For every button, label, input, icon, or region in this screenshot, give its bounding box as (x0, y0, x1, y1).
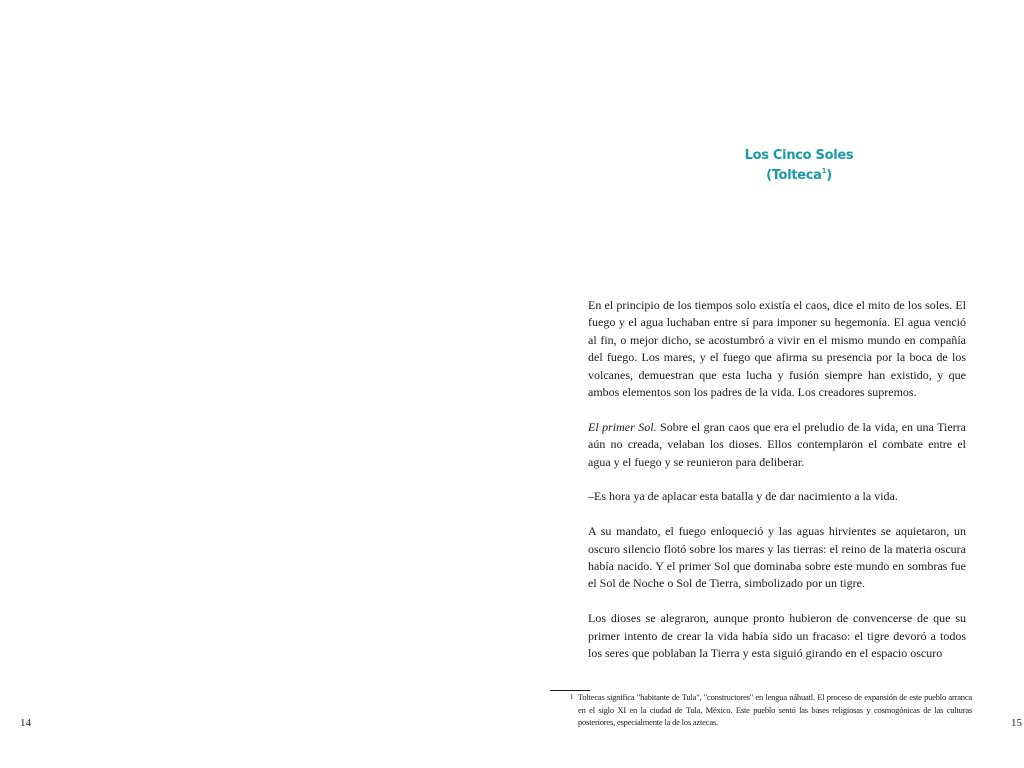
footnote-marker[interactable]: 1 (821, 167, 827, 175)
chapter-title-close: ) (826, 168, 832, 183)
chapter-title-line1: Los Cinco Soles (744, 148, 854, 163)
paragraph: En el principio de los tiempos solo existía el caos, dice el mito de los soles. El fuego y el agua luchaban entre sí para imponer su hegemonía. El agua venció al fin, o mejor dicho, se acostumbró a vivir en el mismo mundo en compañía del fuego. Los mares, y el fuego que afirma su presencia por la boca de los volcanes, demuestran que esta lucha y fusión siempre han existido, y que ambos elementos son los padres de la vida. Los creadores supremos. (588, 298, 966, 400)
page-number-right: 15 (1011, 717, 1022, 729)
footnote-text: Toltecas significa "habitante de Tula", "constructores" en lengua náhuatl. El proceso de expansión de este pueblo arranca en el siglo XI en la ciudad de Tula, México. Este pueblo sentó las bases religiosas y cosmogónicas de las culturas posteriores, especialmente la de los aztecas. (578, 692, 972, 727)
paragraph (588, 419, 966, 471)
footnote-number: 1 (570, 693, 574, 701)
body-text (588, 297, 966, 680)
italic-heading: El primer Sol. (588, 419, 657, 434)
paragraph: A su mandato, el fuego enloqueció y las aguas hirvientes se aquietaron, un oscuro silencio flotó sobre los mares y las tierras: el reino de la materia oscura había nacido. Y el primer Sol que dominaba sobre este mundo en sombras fue el Sol de Noche o Sol de Tierra, simbolizado por un tigre. (588, 524, 966, 591)
chapter-title (699, 146, 899, 186)
chapter-title-line2 (699, 166, 899, 186)
chapter-title-people: (Tolteca (766, 168, 822, 183)
paragraph-text: Sobre el gran caos que era el preludio de la vida, en una Tierra aún no creada, velaban los dioses. Ellos contemplaron el combate entre el agua y el fuego y se reunieron para deliberar. (588, 419, 966, 469)
paragraph: Los dioses se alegraron, aunque pronto hubieron de convencerse de que su primer intento de crear la vida había sido un fracaso: el tigre devoró a todos los seres que poblaban la Tierra y esta siguió girando en el espacio oscuro (588, 611, 966, 661)
footnote (570, 691, 972, 729)
paragraph: –Es hora ya de aplacar esta batalla y de dar nacimiento a la vida. (588, 489, 898, 504)
right-page (512, 0, 1024, 768)
page-number-left: 14 (20, 717, 31, 729)
